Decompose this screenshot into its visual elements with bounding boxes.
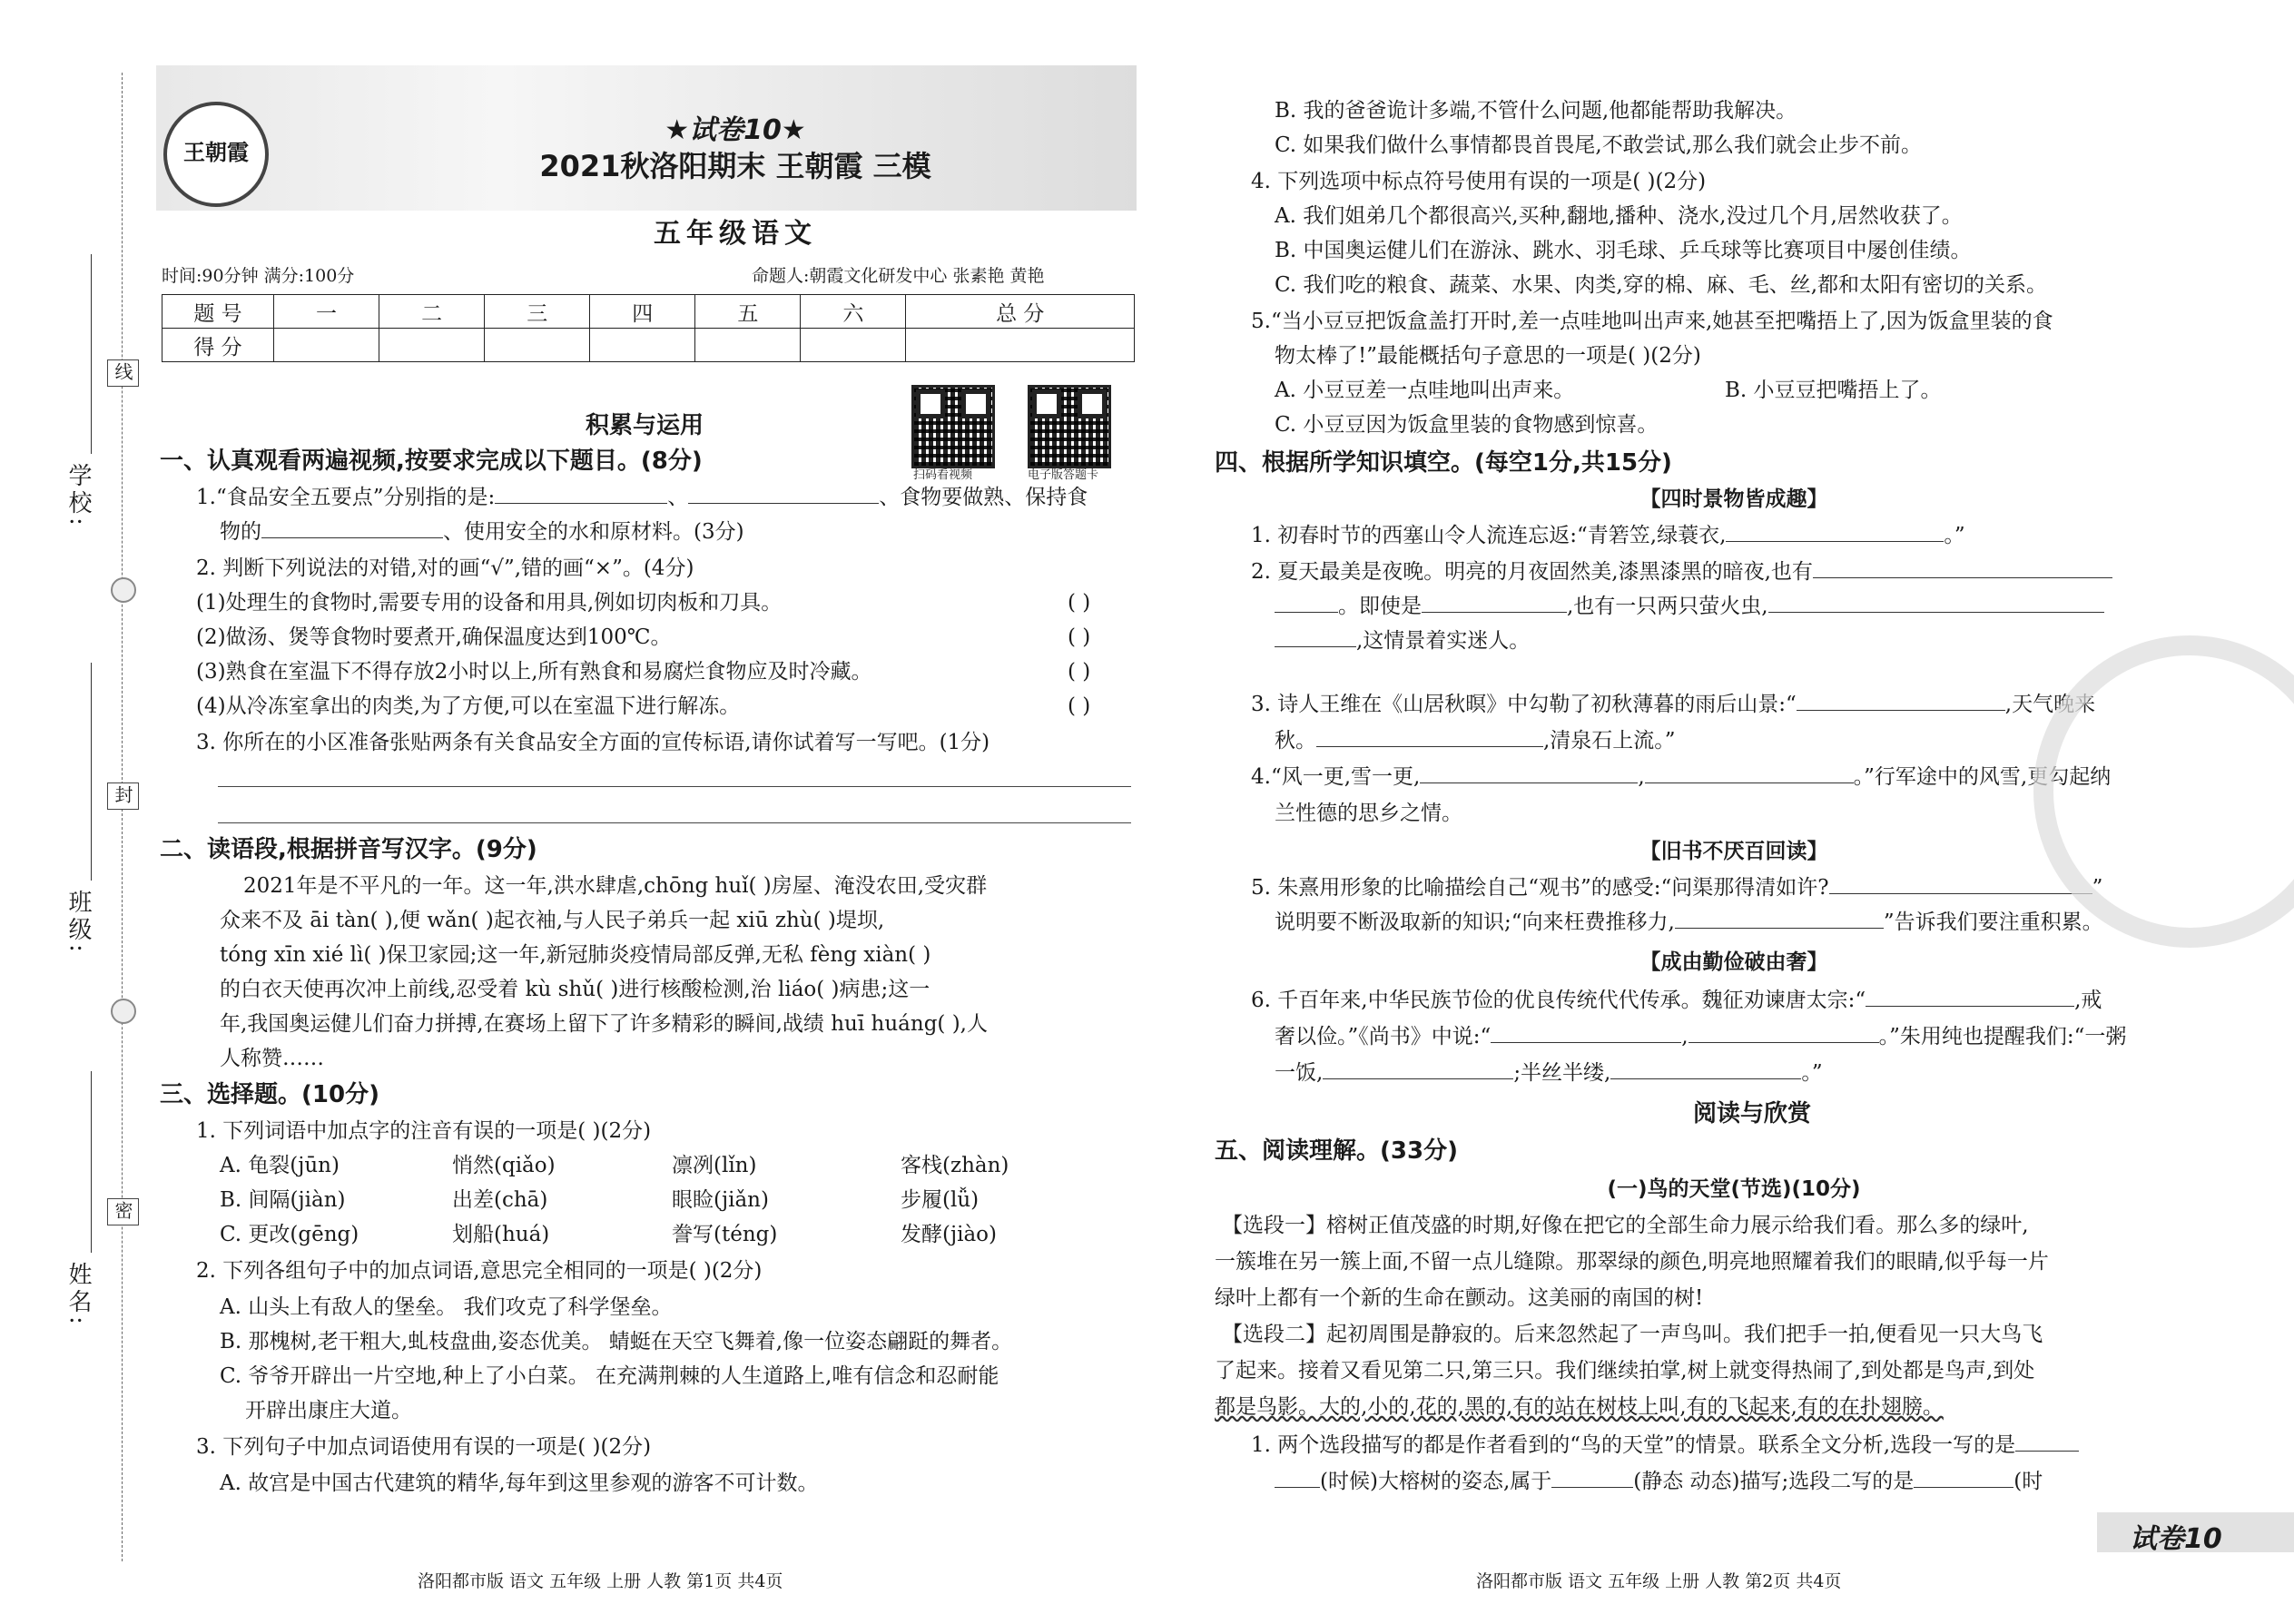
binding-hole-icon [111,577,136,603]
binding-line [122,73,123,1561]
q3-prompt: 3. 你所在的小区准备张贴两条有关食品安全方面的宣传标语,请你试着写一写吧。(1分) [196,731,990,754]
choice1-word: 发酵(jiào) [901,1223,997,1246]
binding-hole-icon [111,999,136,1024]
paper-number: ★试卷10★ [665,114,806,146]
footer-right: 洛阳都市版 语文 五年级 上册 人教 第2页 共4页 [1476,1571,1842,1591]
fill5-text-b: ” [2092,876,2103,900]
passage-line: 绿叶上都有一个新的生命在颤动。这美丽的南国的树! [1215,1286,1704,1310]
choice1-word: 出差(chā) [452,1188,548,1212]
fill4-text-b: , [1638,765,1645,789]
fill6-line3 [1275,1055,1823,1091]
fill6-text-g: ;半丝半缕, [1513,1061,1611,1085]
slogan-answer-line-2[interactable] [218,822,1131,823]
fill6-blank-3[interactable] [1689,1019,1879,1043]
q1-line2 [220,514,744,550]
time-info: 时间:90分钟 满分:100分 [162,266,355,286]
slogan-answer-line-1[interactable] [218,786,1131,787]
fill2-text-b: 。即使是 [1338,595,1422,618]
reading1-q1-line2 [1275,1463,2043,1500]
brand-logo: 王朝霞 [163,102,269,207]
choice3-prompt: 3. 下列句子中加点词语使用有误的一项是( )(2分) [196,1435,652,1459]
choice4-option-c[interactable]: C. 我们吃的粮食、蔬菜、水果、肉类,穿的棉、麻、毛、丝,都和太阳有密切的关系。 [1275,273,2048,297]
reading1-q1-blank-2[interactable] [1551,1463,1633,1488]
fill5-line1 [1251,870,2102,906]
q1-text-d: 、使用安全的水和原材料。(3分) [443,520,744,544]
q2-item-1: (1)处理生的食物时,需要专用的设备和用具,例如切肉板和刀具。 [196,591,783,615]
choice5-prompt-2: 物太棒了!”最能概括句子意思的一项是( )(2分) [1275,344,1701,368]
score-cell: 五 [695,295,801,329]
choice1-word: 眼睑(jiǎn) [672,1188,769,1212]
choice2-option-a[interactable]: A. 山头上有敌人的堡垒。 我们攻克了科学堡垒。 [220,1295,673,1319]
q1-text-c: 物的 [220,520,261,544]
fill2-blank-2[interactable] [1422,588,1567,613]
fill4-blank-1[interactable] [1420,759,1638,783]
score-input[interactable] [590,329,695,362]
q1-blank-1[interactable] [495,479,667,504]
video-qr-icon[interactable] [911,385,995,468]
section2-heading: 二、读语段,根据拼音写汉字。(9分) [160,836,537,863]
q1-text-a: 1.“食品安全五要点”分别指的是: [196,486,496,509]
fill4-blank-2[interactable] [1645,759,1854,783]
name-field[interactable] [91,1071,92,1253]
choice1-word: 悄然(qiǎo) [452,1154,556,1177]
section3-heading: 三、选择题。(10分) [160,1081,379,1108]
fill1-line [1251,517,1965,554]
q1-blank-3[interactable] [261,514,443,538]
q2-answer-2[interactable]: ( ) [1068,625,1091,649]
section5-heading: 五、阅读理解。(33分) [1215,1137,1458,1165]
choice5-option-a[interactable]: A. 小豆豆差一点哇地叫出声来。 [1275,379,1575,402]
fill2-text-d: ,这情景着实迷人。 [1356,629,1531,653]
score-table-header-row [162,295,1135,329]
reading1-q1-blank-1-cont[interactable] [1275,1463,1320,1488]
fill4-text-c: 。”行军途中的风雪,更勾起纳 [1853,765,2112,789]
score-table [162,294,1135,362]
pinyin-line: 人称赞…… [220,1047,324,1070]
class-field[interactable] [91,663,92,881]
fill3-line1 [1251,686,2095,723]
score-input[interactable] [906,329,1135,362]
pinyin-line: tóng xīn xié lì( )保卫家园;这一年,新冠肺炎疫情局部反弹,无私 fèng xiàn( ) [220,943,931,967]
pinyin-line: 的白衣天使再次冲上前线,忍受着 kù shǔ( )进行核酸检测,治 liáo( )病患;这一 [220,978,930,1001]
choice1-word: 客栈(zhàn) [901,1154,1009,1177]
fill3-text-a: 3. 诗人王维在《山居秋暝》中勾勒了初秋薄暮的雨后山景:“ [1251,693,1797,716]
pinyin-line: 2021年是不平凡的一年。这一年,洪水肆虐,chōng huǐ( )房屋、淹没农田,受灾群 [243,874,988,898]
fill3-text-c: 秋。 [1275,729,1316,753]
section4-heading: 四、根据所学知识填空。(每空1分,共15分) [1215,449,1672,477]
reading1-q1-blank-1[interactable] [2015,1427,2079,1452]
passage-line: 一簇堆在另一簇上面,不留一点儿缝隙。那翠绿的颜色,明亮地照耀着我们的眼睛,似乎每一片 [1215,1250,2049,1274]
choice1-word: 誊写(téng) [672,1223,778,1246]
score-input[interactable] [695,329,801,362]
fill4-text-a: 4.“风一更,雪一更, [1251,765,1421,789]
choice3-option-a[interactable]: A. 故宫是中国古代建筑的精华,每年到这里参观的游客不可计数。 [220,1471,819,1495]
fill2-text-a: 2. 夏天最美是夜晚。明亮的月夜固然美,漆黑漆黑的暗夜,也有 [1251,560,1813,584]
score-input[interactable] [485,329,590,362]
fill6-blank-1[interactable] [1866,982,2074,1007]
exam-title: 2021秋洛阳期末 王朝霞 三模 [539,149,931,183]
footer-left: 洛阳都市版 语文 五年级 上册 人教 第1页 共4页 [418,1571,783,1591]
choice5-option-c[interactable]: C. 小豆豆因为饭盒里装的食物感到惊喜。 [1275,413,1659,437]
fill6-blank-5[interactable] [1610,1055,1801,1079]
fill5-text-a: 5. 朱熹用形象的比喻描绘自己“观书”的感受:“问渠那得清如许? [1251,876,1829,900]
score-cell: 一 [274,295,379,329]
subheading-seasons: 【四时景物皆成趣】 [1639,487,1828,511]
part2-title: 阅读与欣赏 [1692,1100,1811,1127]
fill2-blank-1[interactable] [1813,554,2112,578]
fill2-line2 [1275,588,2104,625]
q2-answer-3[interactable]: ( ) [1068,660,1091,684]
margin-mark-feng: 封 [107,782,139,810]
q1-blank-2[interactable] [688,479,879,504]
choice2-option-c-cont: 开辟出康庄大道。 [245,1399,412,1422]
reading1-q1-text-a: 1. 两个选段描写的都是作者看到的“鸟的天堂”的情景。联系全文分析,选段一写的是 [1251,1433,2016,1457]
part1-title: 积累与运用 [585,412,704,439]
fill1-text-b: 。” [1944,524,1965,547]
fill6-text-b: ,戒 [2074,989,2102,1012]
pinyin-line: 众来不及 āi tàn( ),便 wǎn( )起衣袖,与人民子弟兵一起 xiū zhù( )堤坝, [220,909,885,932]
q2-answer-4[interactable]: ( ) [1068,694,1091,718]
fill3-line2 [1275,723,1676,759]
reading1-q1-text-b: (时候)大榕树的姿态,属于 [1320,1470,1552,1493]
fill5-text-d: ”告诉我们要注重积累。 [1883,910,2103,934]
fill2-line1 [1251,554,2112,590]
choice1-prompt: 1. 下列词语中加点字的注音有误的一项是( )(2分) [196,1119,652,1143]
fill6-blank-2[interactable] [1491,1019,1681,1043]
fill6-text-a: 6. 千百年来,中华民族节俭的优良传统代代传承。魏征劝谏唐太宗:“ [1251,989,1866,1012]
reading1-q1-text-d: (时 [2013,1470,2043,1493]
choice3-option-c[interactable]: C. 如果我们做什么事情都畏首畏尾,不敢尝试,那么我们就会止步不前。 [1275,133,1923,157]
score-cell: 题 号 [162,295,274,329]
score-cell: 总 分 [906,295,1135,329]
score-cell: 四 [590,295,695,329]
answer-card-qr-icon[interactable] [1028,385,1111,468]
margin-mark-xian: 线 [107,359,139,387]
choice4-option-a[interactable]: A. 我们姐弟几个都很高兴,买种,翻地,播种、浇水,没过几个月,居然收获了。 [1275,204,1963,228]
score-cell: 三 [485,295,590,329]
q1-line1: 1.“食品安全五要点”分别指的是: 、 、食物要做熟、保持食 [196,479,1088,516]
choice1-option[interactable]: A. 龟裂(jūn) [220,1154,340,1177]
score-label: 得 分 [162,329,274,362]
fill6-text-h: 。” [1801,1061,1823,1085]
author-info: 命题人:朝霞文化研发中心 张素艳 黄艳 [752,266,1045,286]
fill3-text-b: ,天气晚来 [2004,693,2096,716]
fill4-line1 [1251,759,2111,795]
subheading-books: 【旧书不厌百回读】 [1639,840,1828,863]
score-table-score-row [162,329,1135,362]
score-cell: 六 [801,295,906,329]
fill2-blank-3[interactable] [1768,588,2104,613]
fill6-line2 [1275,1019,2126,1055]
fill6-text-d: , [1681,1025,1689,1048]
choice4-option-b[interactable]: B. 中国奥运健儿们在游泳、跳水、羽毛球、乒乓球等比赛项目中屡创佳绩。 [1275,239,1972,262]
score-input[interactable] [274,329,379,362]
fill6-text-c: 奢以俭。”《尚书》中说:“ [1275,1025,1492,1048]
choice1-option[interactable]: B. 间隔(jiàn) [220,1188,346,1212]
reading1-q1-blank-3[interactable] [1914,1463,2013,1488]
choice1-word: 步履(lǚ) [901,1188,980,1212]
fill3-text-d: ,清泉石上流。” [1543,729,1676,753]
fill2-blank-1-cont[interactable] [1275,588,1338,613]
reading1-title: (一)鸟的天堂(节选)(10分) [1607,1177,1861,1201]
choice2-prompt: 2. 下列各组句子中的加点词语,意思完全相同的一项是( )(2分) [196,1259,763,1283]
passage-line: 【选段一】榕树正值茂盛的时期,好像在把它的全部生命力展示给我们看。那么多的绿叶, [1222,1214,2029,1237]
fill3-blank-2[interactable] [1316,723,1543,747]
fill6-text-e: 。”朱用纯也提醒我们:“一粥 [1878,1025,2127,1048]
choice5-prompt-1: 5.“当小豆豆把饭盒盖打开时,差一点哇地叫出声来,她甚至把嘴捂上了,因为饭盒里装的食 [1251,310,2053,333]
margin-mark-mi: 密 [107,1198,139,1225]
choice2-option-b[interactable]: B. 那槐树,老干粗大,虬枝盘曲,姿态优美。 蜻蜓在天空飞舞着,像一位姿态翩跹的舞者。 [220,1330,1013,1353]
passage-line: 【选段二】起初周围是静寂的。后来忽然起了一声鸟叫。我们把手一拍,便看见一只大鸟飞 [1222,1323,2043,1346]
score-input[interactable] [801,329,906,362]
score-input[interactable] [379,329,485,362]
fill1-text-a: 1. 初春时节的西塞山令人流连忘返:“青箬笠,绿蓑衣, [1251,524,1727,547]
q2-prompt: 2. 判断下列说法的对错,对的画“√”,错的画“×”。(4分) [196,556,694,580]
name-label: 姓名: [64,1262,92,1328]
q2-item-4: (4)从冷冻室拿出的肉类,为了方便,可以在室温下进行解冻。 [196,694,741,718]
subheading-thrift: 【成由勤俭破由奢】 [1639,950,1828,974]
choice4-prompt: 4. 下列选项中标点符号使用有误的一项是( )(2分) [1251,170,1707,193]
passage-line-underlined: 都是鸟影。大的,小的,花的,黑的,有的站在树枝上叫,有的飞起来,有的在扑翅膀。 [1215,1395,1944,1419]
q2-answer-1[interactable]: ( ) [1068,591,1091,615]
fill6-line1 [1251,982,2102,1019]
choice1-word: 划船(huá) [452,1223,550,1246]
fill6-text-f: 一饭, [1275,1061,1324,1085]
subject-title: 五年级语文 [654,218,817,250]
school-label: 学校: [64,463,92,529]
answer-card-qr-caption: 电子版答题卡 [1028,468,1099,482]
fill5-text-c: 说明要不断汲取新的知识;“向来枉费推移力, [1275,910,1675,934]
video-qr-caption: 扫码看视频 [913,468,973,482]
fill5-blank-1[interactable] [1829,870,2092,894]
fill4-line2: 兰性德的思乡之情。 [1275,802,1462,825]
corner-paper-tag: 试卷10 [2130,1523,2222,1555]
fill5-line2 [1275,904,2103,940]
fill2-text-c: ,也有一只两只萤火虫, [1567,595,1768,618]
fill3-blank-1[interactable] [1797,686,2005,711]
section1-heading: 一、认真观看两遍视频,按要求完成以下题目。(8分) [160,448,703,475]
fill1-blank[interactable] [1726,517,1944,542]
class-label: 班级: [64,890,92,956]
choice1-word: 凛冽(lǐn) [672,1154,757,1177]
fill6-blank-4[interactable] [1323,1055,1513,1079]
fill2-blank-3-cont[interactable] [1275,623,1356,647]
reading1-q1-line1 [1251,1427,2079,1463]
choice3-option-b[interactable]: B. 我的爸爸诡计多端,不管什么问题,他都能帮助我解决。 [1275,99,1797,123]
fill5-blank-2[interactable] [1675,904,1884,929]
score-cell: 二 [379,295,485,329]
q2-item-2: (2)做汤、煲等食物时要煮开,确保温度达到100℃。 [196,625,672,649]
q1-text-b: 、食物要做熟、保持食 [879,486,1088,509]
passage-line: 了起来。接着又看见第二只,第三只。我们继续拍掌,树上就变得热闹了,到处都是鸟声,到处 [1215,1359,2035,1383]
pinyin-line: 年,我国奥运健儿们奋力拼搏,在赛场上留下了许多精彩的瞬间,战绩 huī huáng( ),人 [220,1012,988,1036]
choice1-option[interactable]: C. 更改(gēng) [220,1223,359,1246]
q2-item-3: (3)熟食在室温下不得存放2小时以上,所有熟食和易腐烂食物应及时冷藏。 [196,660,872,684]
school-field[interactable] [91,254,92,454]
reading1-q1-text-c: (静态 动态)描写;选段二写的是 [1633,1470,1915,1493]
choice5-option-b[interactable]: B. 小豆豆把嘴捂上了。 [1725,379,1942,402]
fill2-line3 [1275,623,1530,659]
choice2-option-c[interactable]: C. 爷爷开辟出一片空地,种上了小白菜。 在充满荆棘的人生道路上,唯有信念和忍耐能 [220,1364,999,1388]
